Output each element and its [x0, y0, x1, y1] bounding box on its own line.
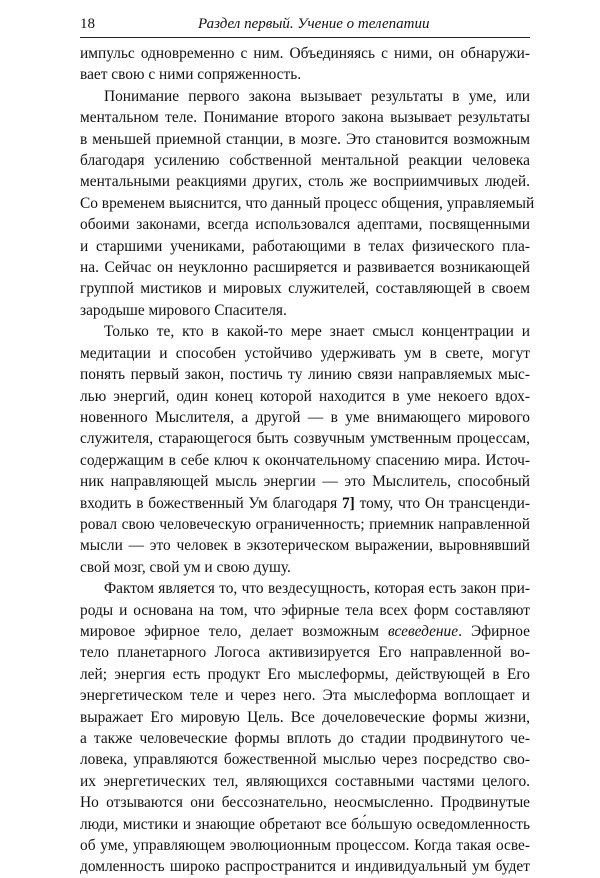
text-line: Понимание первого закона вызывает результаты в уме, или	[104, 87, 530, 105]
paragraph	[80, 578, 530, 878]
header-rule	[80, 37, 530, 38]
text-line: на. Сейчас он неуклонно расширяется и развивается возникающей	[80, 259, 530, 277]
text-line: обоими законами, всегда использовался адептами, посвященными	[80, 216, 530, 234]
text-line: об уме, управляющем эволюционным процессом. Когда такая осве-	[80, 837, 530, 855]
text-line: содержащим в себе ключ к окончательному спасению мира. Источ-	[80, 451, 530, 469]
text-line: лью энергий, один конец которой находится в уме некоего вдох-	[80, 387, 530, 405]
text-line: служителя, старающегося быть созвучным умственным процессам,	[80, 430, 530, 448]
text-line: ровал свою человеческую ограниченность; приемник направленной	[80, 515, 530, 533]
text-line: мысли — это человек в экзотерическом выражении, выровнявший	[80, 537, 530, 555]
text-line: Фактом является то, что вездесущность, которая есть закон при-	[104, 580, 530, 598]
text-line: их энергетических тел, являющихся составными частями целого.	[80, 772, 530, 790]
text-line: вает свою с ними сопряженность.	[80, 66, 302, 84]
paragraph	[80, 86, 535, 321]
text-line: и старшими учениками, работающими в телах физического пла-	[80, 237, 530, 255]
page-number: 18	[80, 16, 95, 32]
text-line: тело планетарного Логоса активизируется Его направленной во-	[80, 644, 530, 662]
text-line: медитации и способен устойчиво удерживать ум в свете, могут	[80, 344, 530, 362]
text-line: входить в божественный Ум благодаря 7] тому, что Он трансценди-	[80, 494, 530, 512]
text-line: роды и основана на том, что эфирные тела всех форм составляют	[80, 601, 530, 619]
text-line: Со временем выяснится, что данный процесс общения, управляемый	[80, 194, 535, 212]
paragraph	[80, 43, 530, 86]
text-line: в меньшей приемной станции, в мозге. Это становится возможным	[80, 130, 530, 148]
text-line: зародыше мирового Спасителя.	[80, 301, 287, 319]
paragraph	[80, 321, 530, 578]
text-line: ник направляющей мысль энергии — это Мыслитель, способный	[80, 473, 530, 491]
text-line: Но отзываются они бессознательно, неосмысленно. Продвинутые	[80, 794, 530, 812]
text-line: энергетическом теле и через него. Эта мыслеформа воплощает и	[80, 687, 530, 705]
text-line: лей; энергия есть продукт Его мыслеформы, действующей в Его	[80, 665, 530, 683]
text-line: ментальными реакциями других, столь же восприимчивых людей.	[80, 173, 530, 191]
text-line: ловека, управляются божественной мыслью через посредство сво-	[80, 751, 530, 769]
text-line: а также человеческие формы вплоть до стадии продвинутого че-	[80, 730, 530, 747]
text-line: благодаря усилению собственной ментальной реакции человека	[80, 152, 530, 170]
text-line: выражает Его мировую Цель. Все дочеловеческие формы жизни,	[80, 708, 530, 726]
page-header	[80, 14, 528, 34]
text-line: новенного Мыслителя, а другой — в уме внимающего мирового	[80, 408, 530, 426]
text-line: люди, мистики и знающие обретают все бо́льшую осведомленность	[80, 815, 530, 833]
text-line: мировое эфирное тело, делает возможным всеведение. Эфирное	[80, 622, 530, 640]
bold-page-marker: 7]	[341, 494, 355, 512]
text-line: группой мистиков и мировых служителей, составляющей в своем	[80, 280, 530, 298]
body-text	[80, 43, 535, 878]
text-line: свой мозг, свой ум и свою душу.	[80, 558, 291, 576]
text-line: ментальном теле. Понимание второго закона вызывает результаты	[80, 109, 530, 127]
text-line: Только те, кто в какой-то мере знает смысл концентрации и	[104, 323, 530, 341]
italic-emphasis: всеведение	[388, 622, 459, 640]
running-head: Раздел первый. Учение о телепатии	[198, 16, 430, 32]
text-line: понять первый закон, постичь ту линию связи направляемых мыс-	[80, 366, 530, 384]
text-line: импульс одновременно с ним. Объединяясь с ними, он обнаружи-	[80, 45, 530, 62]
text-line: домленность широко распространится и индивидуальный ум будет	[80, 858, 530, 876]
